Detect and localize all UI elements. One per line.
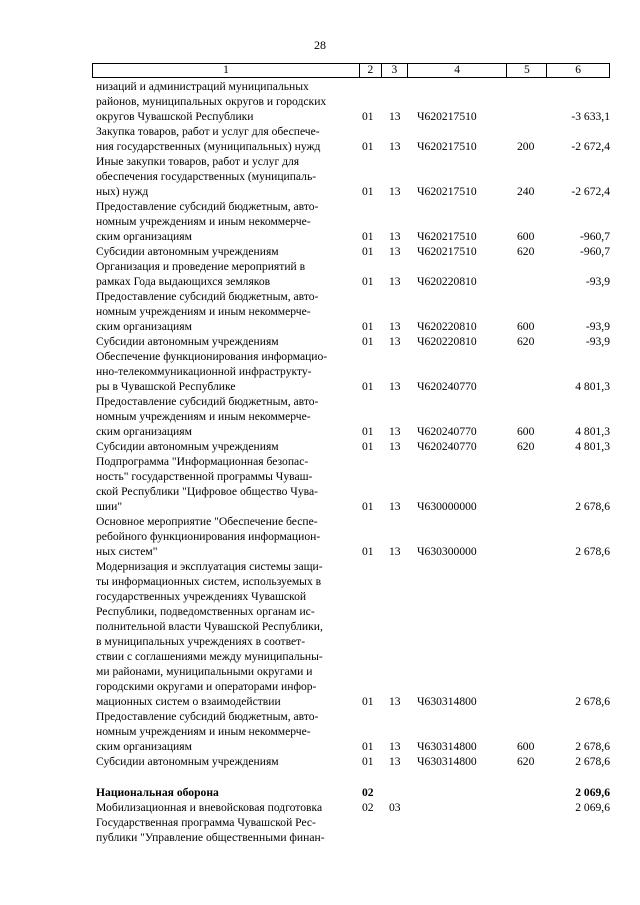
header-col-2: 2: [360, 64, 382, 77]
row-target-article: Ч630314800: [417, 695, 477, 708]
row-expense-type: 200: [517, 140, 535, 153]
row-target-article: Ч620217510: [417, 230, 477, 243]
row-expense-type: 240: [517, 185, 535, 198]
row-subsection: 13: [389, 545, 401, 558]
row-section: 01: [362, 695, 374, 708]
row-target-article: Ч630314800: [417, 755, 477, 768]
header-col-4: 4: [408, 64, 508, 77]
row-section: 01: [362, 740, 374, 753]
row-target-article: Ч620220810: [417, 320, 477, 333]
table-row: [96, 349, 610, 394]
row-expense-type: 620: [517, 335, 535, 348]
row-section: 02: [362, 786, 374, 799]
row-subsection: 03: [389, 801, 401, 814]
row-amount: -93,9: [585, 275, 610, 288]
row-subsection: 13: [389, 110, 401, 123]
row-section: 01: [362, 545, 374, 558]
row-section: 01: [362, 440, 374, 453]
row-section: 01: [362, 755, 374, 768]
table-row: [96, 244, 610, 259]
row-name: Субсидии автономным учреждениям: [96, 440, 279, 453]
row-subsection: 13: [389, 185, 401, 198]
row-target-article: Ч620217510: [417, 140, 477, 153]
row-amount: -3 633,1: [571, 110, 610, 123]
row-subsection: 13: [389, 500, 401, 513]
row-target-article: Ч620240770: [417, 380, 477, 393]
row-amount: 2 678,6: [575, 755, 610, 768]
table-row: [96, 289, 610, 334]
row-name: Закупка товаров, работ и услуг для обеспече- ния государственных (муниципальных) нужд: [96, 125, 321, 153]
row-expense-type: 600: [517, 425, 535, 438]
row-subsection: 13: [389, 755, 401, 768]
table-row: [96, 124, 610, 154]
row-name: низаций и администраций муниципальных районов, муниципальных округов и городских округов Чувашской Республики: [96, 80, 327, 123]
row-expense-type: 620: [517, 755, 535, 768]
row-name: Мобилизационная и вневойсковая подготовка: [96, 801, 323, 814]
table-row: [96, 559, 610, 709]
row-name: Предоставление субсидий бюджетным, авто- номным учреждениям и иным некоммерче- ским организациям: [96, 395, 319, 438]
header-col-6: 6: [575, 64, 581, 76]
row-subsection: 13: [389, 275, 401, 288]
row-name: Субсидии автономным учреждениям: [96, 755, 279, 768]
table-row: [96, 514, 610, 559]
row-target-article: Ч620220810: [417, 335, 477, 348]
row-name: Субсидии автономным учреждениям: [96, 245, 279, 258]
row-section: 01: [362, 500, 374, 513]
table-row: [96, 334, 610, 349]
row-name: Предоставление субсидий бюджетным, авто- номным учреждениям и иным некоммерче- ским организациям: [96, 710, 319, 753]
row-subsection: 13: [389, 320, 401, 333]
row-section: 01: [362, 230, 374, 243]
row-target-article: Ч620217510: [417, 245, 477, 258]
row-subsection: 13: [389, 440, 401, 453]
header-col-1: 1: [93, 64, 360, 77]
table-header: [92, 63, 610, 78]
row-name: Предоставление субсидий бюджетным, авто- номным учреждениям и иным некоммерче- ским организациям: [96, 200, 319, 243]
row-section: 01: [362, 425, 374, 438]
row-section: 01: [362, 335, 374, 348]
row-expense-type: 620: [517, 440, 535, 453]
row-amount: 2 678,6: [575, 500, 610, 513]
row-expense-type: 600: [517, 740, 535, 753]
header-col-5: 5: [507, 64, 547, 77]
row-subsection: 13: [389, 695, 401, 708]
row-name: Национальная оборона: [96, 786, 219, 799]
row-name: Предоставление субсидий бюджетным, авто- номным учреждениям и иным некоммерче- ским организациям: [96, 290, 319, 333]
row-expense-type: 600: [517, 320, 535, 333]
row-name: Субсидии автономным учреждениям: [96, 335, 279, 348]
row-target-article: Ч620217510: [417, 185, 477, 198]
row-section: 01: [362, 275, 374, 288]
row-amount: 2 678,6: [575, 545, 610, 558]
table-row: [96, 79, 610, 124]
table-row: [96, 785, 610, 800]
row-section: 01: [362, 380, 374, 393]
row-subsection: 13: [389, 380, 401, 393]
table-row: [96, 199, 610, 244]
row-target-article: Ч630314800: [417, 740, 477, 753]
row-section: 01: [362, 245, 374, 258]
row-name: Подпрограмма "Информационная безопас- ность" государственной программы Чуваш- ской Республики "Цифровое общество Чува- шии": [96, 455, 318, 513]
row-amount: -2 672,4: [571, 140, 610, 153]
row-amount: 2 069,6: [575, 786, 610, 799]
row-amount: 4 801,3: [575, 440, 610, 453]
row-expense-type: 600: [517, 230, 535, 243]
header-col-3: 3: [382, 64, 408, 77]
page-number: 28: [314, 38, 326, 52]
table-row: [96, 439, 610, 454]
row-amount: -960,7: [580, 245, 610, 258]
row-section: 01: [362, 110, 374, 123]
row-subsection: 13: [389, 425, 401, 438]
row-target-article: Ч630300000: [417, 545, 477, 558]
row-amount: -960,7: [580, 230, 610, 243]
row-name: Организация и проведение мероприятий в рамках Года выдающихся земляков: [96, 260, 306, 288]
row-name: Обеспечение функционирования информацио- нно-телекоммуникационной инфраструкту- ры в Чувашской Республике: [96, 350, 328, 393]
row-amount: 4 801,3: [575, 380, 610, 393]
row-name: Иные закупки товаров, работ и услуг для обеспечения государственных (муниципаль- ных) нужд: [96, 155, 317, 198]
table-row: [96, 815, 610, 845]
table-row: [96, 154, 610, 199]
table-row: [96, 800, 610, 815]
row-section: 01: [362, 320, 374, 333]
row-subsection: 13: [389, 740, 401, 753]
row-name: Модернизация и эксплуатация системы защи- ты информационных систем, используемых в государственных учреждениях Чувашской Республики, подведомственных органам ис- полнительной власти Чувашской Республики, в муниципальных учреждениях в соответ- ствии с соглашениями между муниципальны- ми районами, муниципальными округами и городскими округами и операторами инфор- мационных систем о взаимодействии: [96, 560, 323, 708]
row-expense-type: 620: [517, 245, 535, 258]
row-amount: -93,9: [585, 335, 610, 348]
row-name: Основное мероприятие "Обеспечение беспе- ребойного функционирования информацион- ных систем": [96, 515, 321, 558]
row-subsection: 13: [389, 140, 401, 153]
row-target-article: Ч620217510: [417, 110, 477, 123]
row-section: 02: [362, 801, 374, 814]
table-row: [96, 709, 610, 754]
row-target-article: Ч630000000: [417, 500, 477, 513]
row-amount: 2 678,6: [575, 740, 610, 753]
table-row: [96, 394, 610, 439]
row-amount: 4 801,3: [575, 425, 610, 438]
table-row: [96, 259, 610, 289]
row-subsection: 13: [389, 230, 401, 243]
table-row: [96, 454, 610, 514]
row-amount: -2 672,4: [571, 185, 610, 198]
row-target-article: Ч620220810: [417, 275, 477, 288]
row-section: 01: [362, 185, 374, 198]
row-section: 01: [362, 140, 374, 153]
table-row: [96, 754, 610, 769]
row-amount: 2 069,6: [575, 801, 610, 814]
row-name: Государственная программа Чувашской Рес- публики "Управление общественными финан-: [96, 816, 325, 844]
row-subsection: 13: [389, 335, 401, 348]
row-subsection: 13: [389, 245, 401, 258]
row-target-article: Ч620240770: [417, 425, 477, 438]
row-amount: 2 678,6: [575, 695, 610, 708]
table-body: [96, 79, 610, 845]
row-amount: -93,9: [585, 320, 610, 333]
row-target-article: Ч620240770: [417, 440, 477, 453]
